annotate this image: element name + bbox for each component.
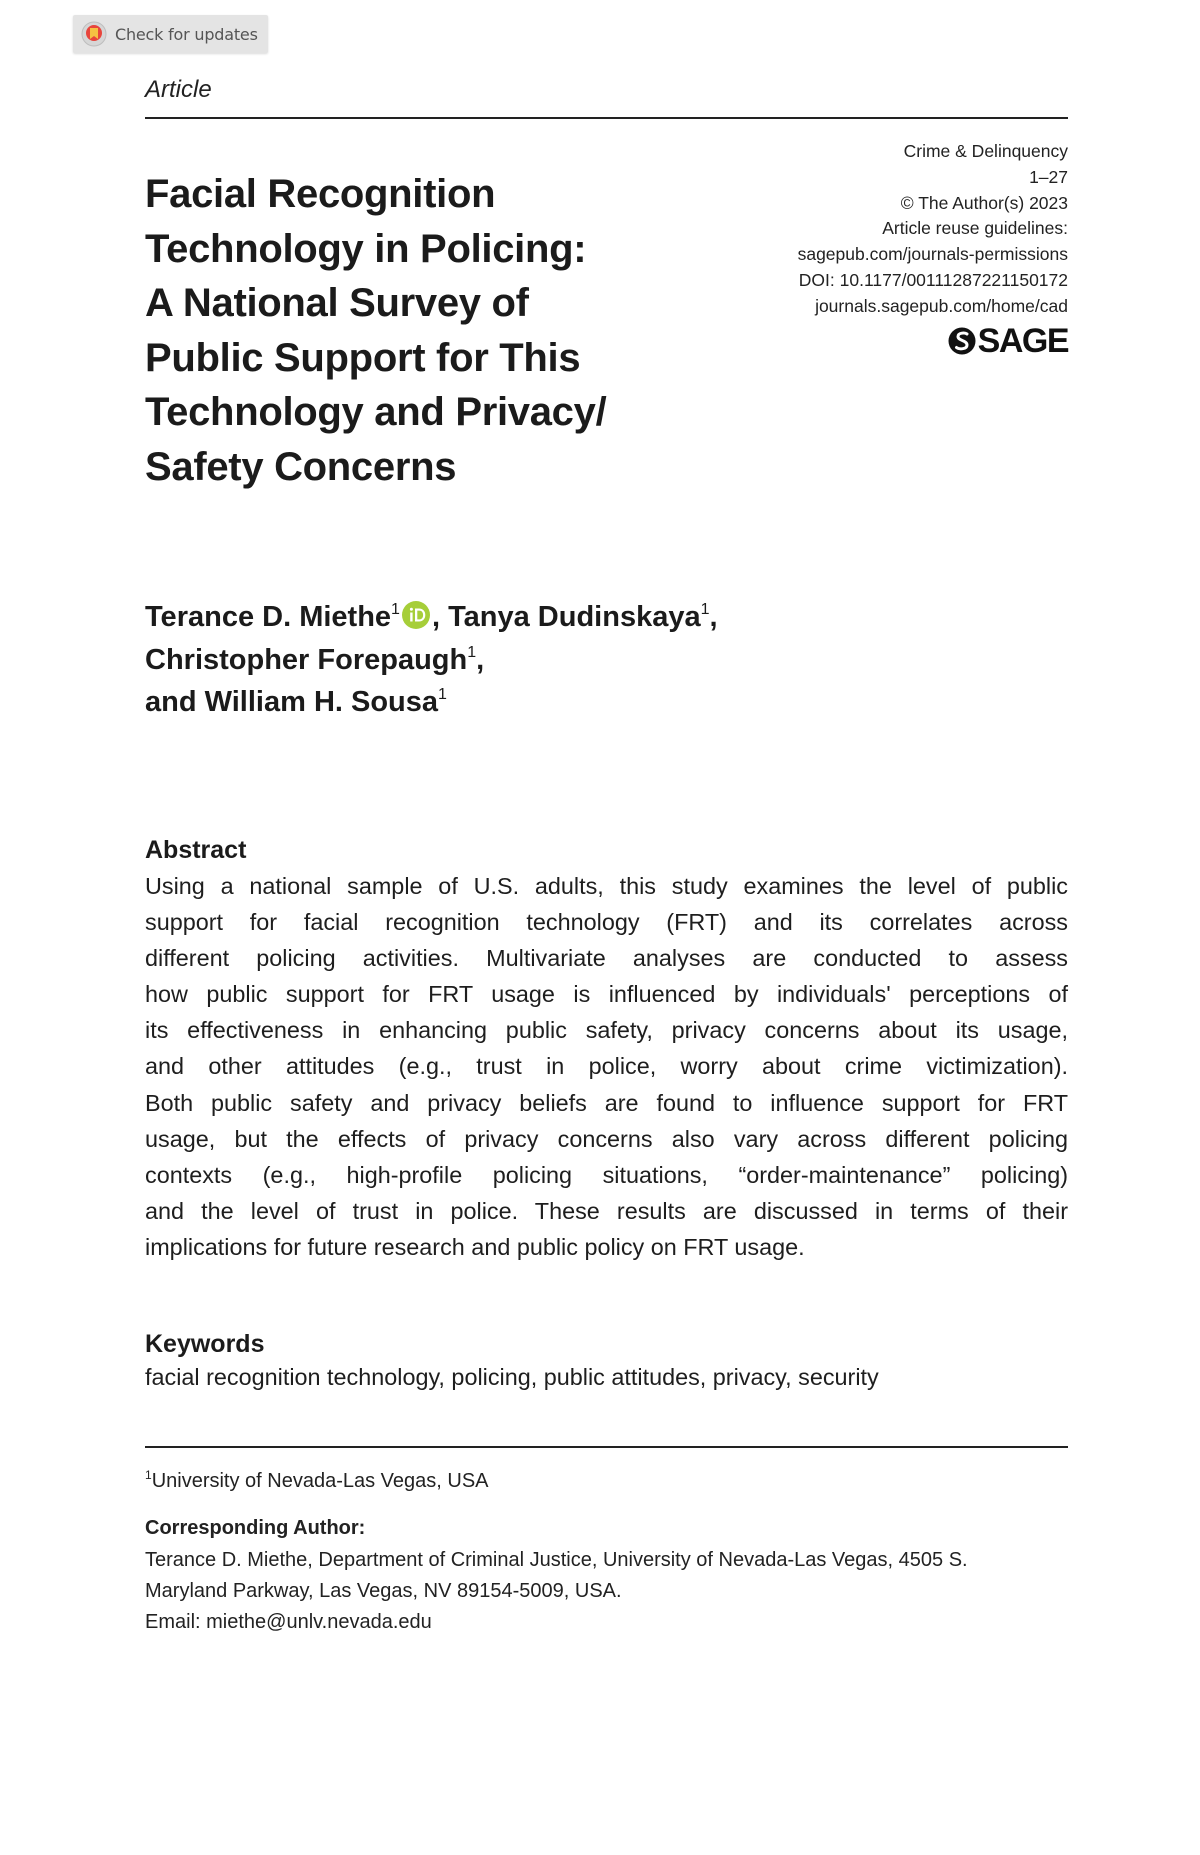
permissions-link[interactable]: sagepub.com/journals-permissions bbox=[797, 244, 1068, 265]
article-title bbox=[145, 167, 745, 494]
check-for-updates-button[interactable] bbox=[73, 15, 268, 53]
sage-s-mark-icon bbox=[948, 324, 976, 358]
author-line bbox=[145, 639, 718, 682]
author-name: William H. Sousa bbox=[204, 686, 439, 718]
title-line: Facial Recognition bbox=[145, 172, 496, 216]
author-name: Terance D. Miethe bbox=[145, 601, 392, 633]
sage-logo bbox=[948, 322, 1068, 360]
affiliation-marker: 1 bbox=[145, 1468, 152, 1482]
email-link[interactable]: miethe@unlv.nevada.edu bbox=[206, 1611, 432, 1633]
abstract-line: Both public safety and privacy beliefs are found to influence support for FRT bbox=[145, 1089, 1068, 1116]
keywords-list: facial recognition technology, policing, public attitudes, privacy, security bbox=[145, 1364, 879, 1390]
journal-home-link[interactable]: journals.sagepub.com/home/cad bbox=[815, 295, 1068, 316]
email-label: Email: bbox=[145, 1611, 207, 1633]
corresponding-email bbox=[145, 1611, 432, 1634]
author-conjunction: and bbox=[145, 686, 205, 718]
title-line: Public Support for This bbox=[145, 335, 581, 380]
abstract-line: and other attitudes (e.g., trust in police, worry about crime victimization). bbox=[145, 1053, 1068, 1080]
corresponding-address-line: Terance D. Miethe, Department of Criminal Justice, University of Nevada-Las Vegas, 4505 S. bbox=[145, 1549, 968, 1571]
header-rule bbox=[145, 117, 1068, 119]
footnote-rule bbox=[145, 1446, 1068, 1448]
orcid-icon[interactable] bbox=[402, 601, 430, 629]
author-name: Tanya Dudinskaya bbox=[448, 601, 701, 633]
affiliation-marker: 1 bbox=[391, 601, 400, 618]
abstract-line: and the level of trust in police. These results are discussed in terms of their bbox=[145, 1197, 1068, 1224]
corresponding-address-line: Maryland Parkway, Las Vegas, NV 89154-5009, USA. bbox=[145, 1580, 622, 1602]
affiliation-marker: 1 bbox=[467, 643, 477, 661]
author-line bbox=[145, 681, 718, 724]
doi-line[interactable]: DOI: 10.1177/00111287221150172 bbox=[798, 269, 1068, 290]
author-line bbox=[145, 596, 718, 639]
abstract-line: how public support for FRT usage is influenced by individuals' perceptions of bbox=[145, 981, 1068, 1008]
abstract-body bbox=[145, 868, 1068, 1265]
affiliation-footnote bbox=[145, 1470, 489, 1493]
title-line: Safety Concerns bbox=[145, 444, 457, 489]
abstract-line: different policing activities. Multivariate analyses are conducted to assess bbox=[145, 945, 1068, 972]
keywords-heading: Keywords bbox=[145, 1330, 265, 1358]
author-separator: , bbox=[431, 601, 441, 633]
abstract-line: Using a national sample of U.S. adults, this study examines the level of public bbox=[145, 873, 1068, 899]
page-range: 1–27 bbox=[1029, 166, 1068, 187]
title-line: A National Survey of bbox=[145, 281, 529, 325]
affiliation-text: University of Nevada-Las Vegas, USA bbox=[151, 1470, 489, 1492]
journal-name: Crime & Delinquency bbox=[903, 141, 1068, 161]
article-type-label: Article bbox=[145, 76, 212, 103]
abstract-line: support for facial recognition technology (FRT) and its correlates across bbox=[145, 909, 1068, 936]
affiliation-marker: 1 bbox=[700, 601, 710, 618]
abstract-line: contexts (e.g., high-profile policing situations, “order-maintenance” policing) bbox=[145, 1161, 1068, 1188]
author-list bbox=[145, 596, 718, 724]
abstract-line: implications for future research and public policy on FRT usage. bbox=[145, 1233, 805, 1260]
sage-wordmark: SAGE bbox=[977, 322, 1068, 360]
corresponding-author-heading: Corresponding Author: bbox=[145, 1517, 366, 1539]
abstract-heading: Abstract bbox=[145, 836, 247, 864]
title-line: Technology in Policing: bbox=[145, 226, 587, 271]
author-separator: , bbox=[476, 643, 485, 676]
check-updates-label: Check for updates bbox=[115, 24, 258, 44]
author-separator: , bbox=[709, 601, 718, 633]
copyright-line: © The Author(s) 2023 bbox=[900, 192, 1068, 213]
author-name: Christopher Forepaugh bbox=[145, 643, 468, 676]
reuse-guidelines-label: Article reuse guidelines: bbox=[882, 218, 1068, 239]
title-line: Technology and Privacy/ bbox=[145, 390, 607, 434]
abstract-line: its effectiveness in enhancing public safety, privacy concerns about its usage, bbox=[145, 1017, 1068, 1044]
affiliation-marker: 1 bbox=[438, 686, 447, 703]
check-updates-icon bbox=[81, 21, 107, 47]
abstract-line: usage, but the effects of privacy concerns also vary across different policing bbox=[145, 1125, 1068, 1152]
